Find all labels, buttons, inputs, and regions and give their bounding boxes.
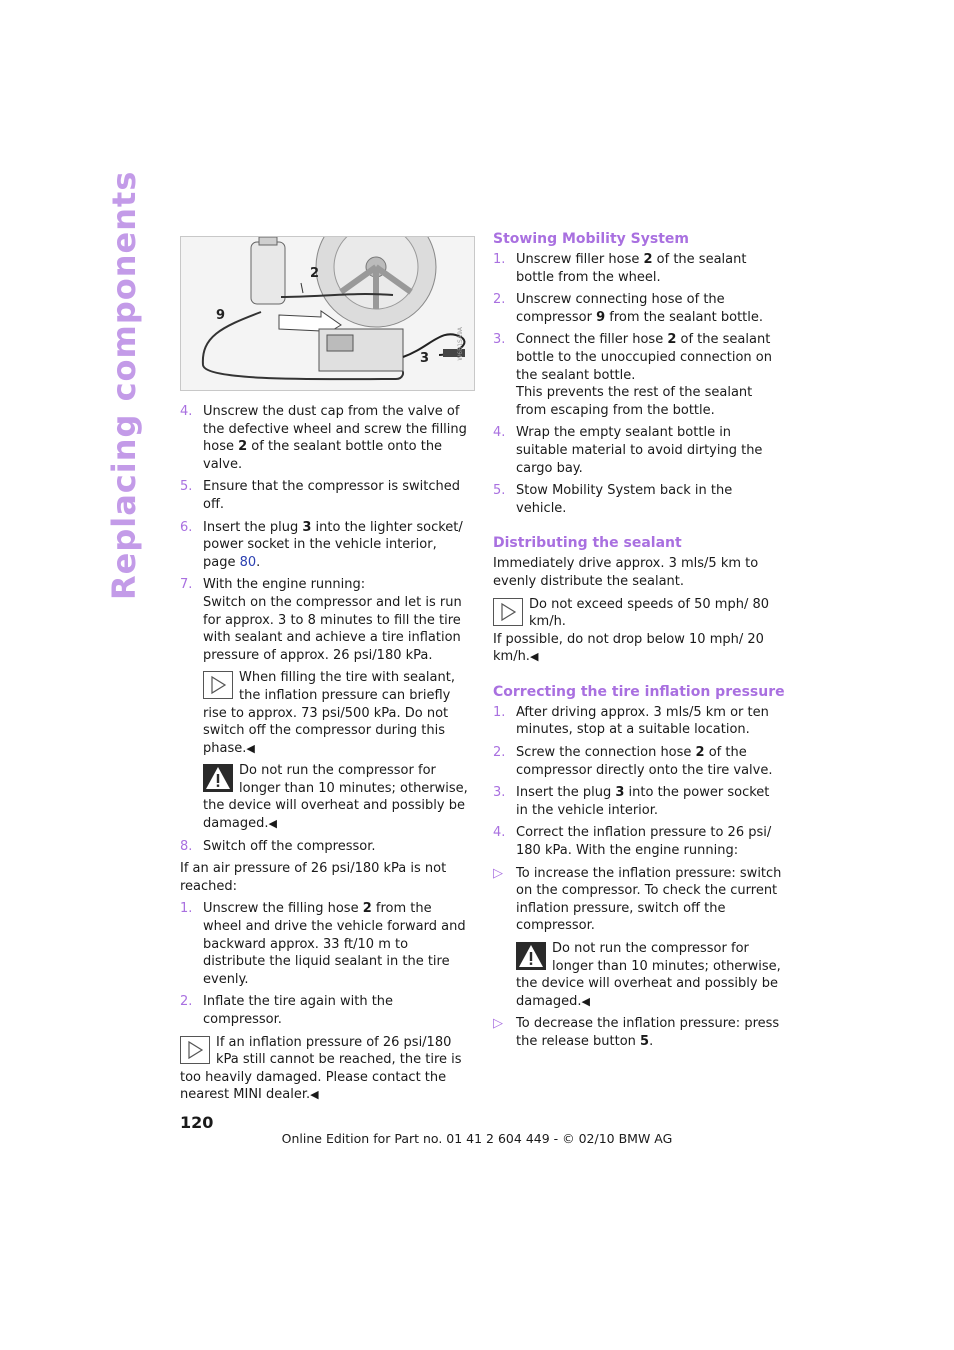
step-b-1 [180,900,472,988]
warning-icon [516,942,546,970]
figure-code: W6B1SA9A [457,327,465,361]
left-column [180,236,472,1109]
heading-distributing: Distributing the sealant [493,535,682,552]
end-mark-icon: ◀ [268,817,277,831]
right-column [493,230,785,1056]
end-mark-icon: ◀ [246,741,255,755]
step-text: With the engine running: Switch on the compressor and let is run for approx. 3 to 8 minutes to fill the tire with sealant and achieve a tire inflation pressure of approx. 26 psi/180 kPa. [203,577,462,663]
step-5 [180,478,472,513]
step-number: 2. [493,292,506,308]
note-text: When filling the tire with sealant, the inflation pressure can briefly rise to approx. 73 psi/500 kPa. Do not switch off the compressor during this phase. [203,670,455,756]
step-text: After driving approx. 3 mls/5 km or ten minutes, stop at a suitable location. [516,704,769,738]
end-mark-icon: ◀ [581,994,590,1008]
heading-stowing: Stowing Mobility System [493,231,689,247]
figure-label-3: 3 [420,351,430,366]
step-number: 4. [493,825,506,841]
bullet-text: To increase the inflation pressure: switch on the compressor. To check the current inflation pressure, switch off the compressor. [516,865,782,934]
step-number: 1. [493,252,506,267]
warning-compressor [203,762,472,832]
step-text: Connect the filler hose 2 of the sealant bottle to the unoccupied connection on the sealant bottle. This prevents the rest of the sealant from escaping from the bottle. [516,332,772,418]
correct-step-1 [493,704,785,739]
note-text: Do not exceed speeds of 50 mph/ 80 km/h. If possible, do not drop below 10 mph/ 20 km/h. [493,596,770,665]
warning-icon [203,764,233,792]
bullet-triangle-icon: ▷ [493,1016,503,1032]
step-text: Unscrew connecting hose of the compressor 9 from the sealant bottle. [516,292,764,325]
step-number: 1. [180,901,193,917]
step-6 [180,519,472,572]
step-text: Screw the connection hose 2 of the compressor directly onto the tire valve. [516,745,773,778]
end-mark-icon: ◀ [529,650,539,664]
correct-step-2 [493,744,785,779]
figure-label-2: 2 [310,266,320,281]
step-number: 8. [180,838,193,854]
warning-text: Do not run the compressor for longer than 10 minutes; otherwise, the device will overheat and possibly be damaged. [203,763,468,832]
figure-label-9: 9 [216,308,226,323]
note-dealer [180,1034,472,1104]
step-number: 7. [180,577,193,593]
correct-step-3 [493,784,785,819]
note-filling [203,669,472,757]
step-number: 4. [180,404,193,419]
bullet-triangle-icon: ▷ [493,865,503,881]
step-text: Unscrew the dust cap from the valve of the defective wheel and screw the filling hose 2 of the sealant bottle onto the valve. [203,404,467,472]
step-7 [180,576,472,664]
stow-step-4 [493,424,785,477]
step-b-2 [180,993,472,1028]
step-text: Unscrew the filling hose 2 from the wheel and drive the vehicle forward and backward approx. 33 ft/10 m to distribute the liquid sealant in the tire evenly. [203,901,466,987]
step-8 [180,838,472,856]
step-number: 1. [493,704,506,720]
note-arrow-icon [493,598,523,626]
paragraph-distributing: Immediately drive approx. 3 mls/5 km to evenly distribute the sealant. [493,556,759,589]
page-link[interactable]: 80 [239,554,257,570]
warning-compressor-right [516,940,785,1010]
warning-text: Do not run the compressor for longer than 10 minutes; otherwise, the device will overheat and possibly be damaged. [516,941,781,1009]
page-number: 120 [180,1113,214,1132]
step-number: 3. [493,785,506,801]
step-text: Insert the plug 3 into the lighter socket/ power socket in the vehicle interior, page 80. [203,519,463,570]
note-speed [493,596,785,666]
step-text: Switch off the compressor. [203,838,376,854]
step-number: 4. [493,425,506,441]
step-number: 6. [180,519,193,535]
step-number: 5. [180,479,193,495]
stow-step-1 [493,251,785,286]
step-text: Correct the inflation pressure to 26 psi/ 180 kPa. With the engine running: [516,825,772,859]
bullet-text: To decrease the inflation pressure: press the release button 5. [516,1016,780,1049]
stow-step-5 [493,482,785,517]
stow-step-2 [493,291,785,326]
note-text: If an inflation pressure of 26 psi/180 kPa still cannot be reached, the tire is too heavily damaged. Please contact the nearest MINI dealer. [180,1034,462,1103]
note-arrow-icon [180,1036,210,1064]
step-4 [180,403,472,473]
note-arrow-icon [203,671,233,699]
step-text: Stow Mobility System back in the vehicle. [516,483,733,516]
figure-mobility-system [180,236,475,391]
paragraph-not-reached: If an air pressure of 26 psi/180 kPa is not reached: [180,861,447,894]
step-text: Unscrew filler hose 2 of the sealant bottle from the wheel. [516,252,747,285]
bullet-decrease [493,1015,785,1050]
footer: Online Edition for Part no. 01 41 2 604 449 - © 02/10 BMW AG [281,1131,673,1146]
bullet-increase [493,865,785,935]
step-text: Inflate the tire again with the compressor. [203,994,394,1027]
end-mark-icon: ◀ [310,1088,319,1102]
heading-correcting: Correcting the tire inflation pressure [493,683,785,700]
step-number: 2. [493,745,506,761]
step-text: Wrap the empty sealant bottle in suitable material to avoid dirtying the cargo bay. [516,425,763,476]
step-number: 3. [493,332,506,348]
step-number: 2. [180,994,193,1010]
step-text: Insert the plug 3 into the power socket in the vehicle interior. [516,785,770,818]
step-number: 5. [493,483,506,499]
step-text: Ensure that the compressor is switched off. [203,479,460,512]
stow-step-3 [493,331,785,419]
correct-step-4 [493,824,785,859]
side-title: Replacing components [105,170,143,600]
